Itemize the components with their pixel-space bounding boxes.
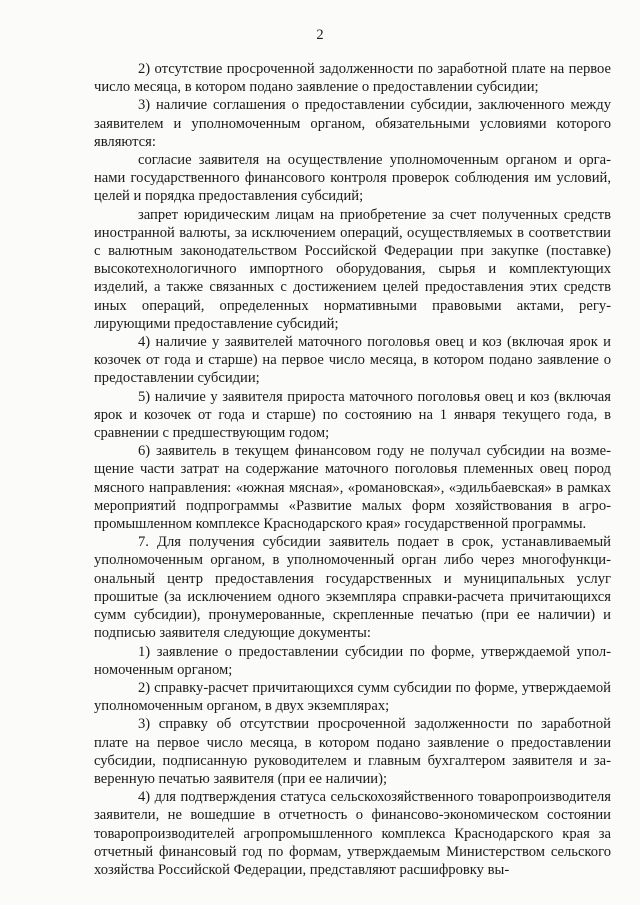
page-number: 2: [316, 27, 324, 43]
paragraph-consent-to-audits: согласие заявителя на осуществление уполномоченным органом и органами государственного финансового контроля проверок соблюдения им условий, целей и порядка предоставления субсидий;: [94, 152, 611, 205]
paragraph-doc-3-debt-certificate: 3) справку об отсутствии просроченной задолженности по заработной плате на первое число месяца, в котором подано заявление о предоставлении субсидии, подписанную руководителем и главным бухгалтером заявителя и заверенную печатью заявителя (при ее наличии);: [94, 716, 611, 787]
paragraph-doc-4-producer-status: 4) для подтверждения статуса сельскохозяйственного товаропроизводителя заявители, не вошедшие в отчетность о финансово-экономическом состоянии товаропроизводителей агропромышленного комплекса Краснодарского края за отчетный финансовый год по формам, утверждаемым Министерством сельского хозяйства Российской Федерации, представляют расшифровку вы-: [94, 789, 611, 878]
paragraph-section-7-documents: 7. Для получения субсидии заявитель подает в срок, устанавливаемый уполномоченным органом, в уполномоченный орган либо через многофункциональный центр предоставления государственных и муниципальных услуг прошитые (за исключением одного экземпляра справки-расчета причитающихся сумм субсидии), пронумерованные, скрепленные печатью (при ее наличии) и подписью заявителя следующие документы:: [94, 534, 611, 642]
paragraph-item-3-agreement: 3) наличие соглашения о предоставлении субсидии, заключенного между заявителем и уполномоченным органом, обязательными условиями которого являются:: [94, 97, 611, 150]
paragraph-item-6-no-prior-subsidy: 6) заявитель в текущем финансовом году не получал субсидии на возмещение части затрат на содержание маточного поголовья племенных овец пород мясного направления: «южная мясная», «романовская», «эдильбаевская» в рамках мероприятий подпрограммы «Развитие малых форм хозяйствования в агропромышленном комплексе Краснодарского края» государственной программы.: [94, 443, 611, 533]
paragraph-item-4-breeding-stock: 4) наличие у заявителей маточного поголовья овец и коз (включая ярок и козочек от года и старше) на первое число месяца, в котором подано заявление о предоставлении субсидии;: [94, 334, 611, 387]
document-body: [94, 60, 611, 879]
paragraph-item-2-no-wage-debt: 2) отсутствие просроченной задолженности по заработной плате на первое число месяца, в котором подано заявление о предоставлении субсидии;: [94, 61, 611, 96]
paragraph-currency-purchase-ban: запрет юридическим лицам на приобретение за счет полученных средств иностранной валюты, за исключением операций, осуществляемых в соответствии с валютным законодательством Российской Федерации при закупке (поставке) высокотехнологичного импортного оборудования, сырья и комплектующих изделий, а также связанных с достижением целей предоставления этих средств иных операций, определенных нормативными правовыми актами, регулирующими предоставление субсидий;: [94, 206, 611, 332]
paragraph-doc-2-calculation: 2) справку-расчет причитающихся сумм субсидии по форме, утверждаемой уполномоченным органом, в двух экземплярах;: [94, 679, 611, 715]
paragraph-item-5-stock-growth: 5) наличие у заявителя прироста маточного поголовья овец и коз (включая ярок и козочек от года и старше) по состоянию на 1 января текущего года, в сравнении с предшествующим годом;: [94, 388, 611, 442]
paragraph-doc-1-application: 1) заявление о предоставлении субсидии по форме, утверждаемой уполномоченным органом;: [94, 643, 611, 678]
